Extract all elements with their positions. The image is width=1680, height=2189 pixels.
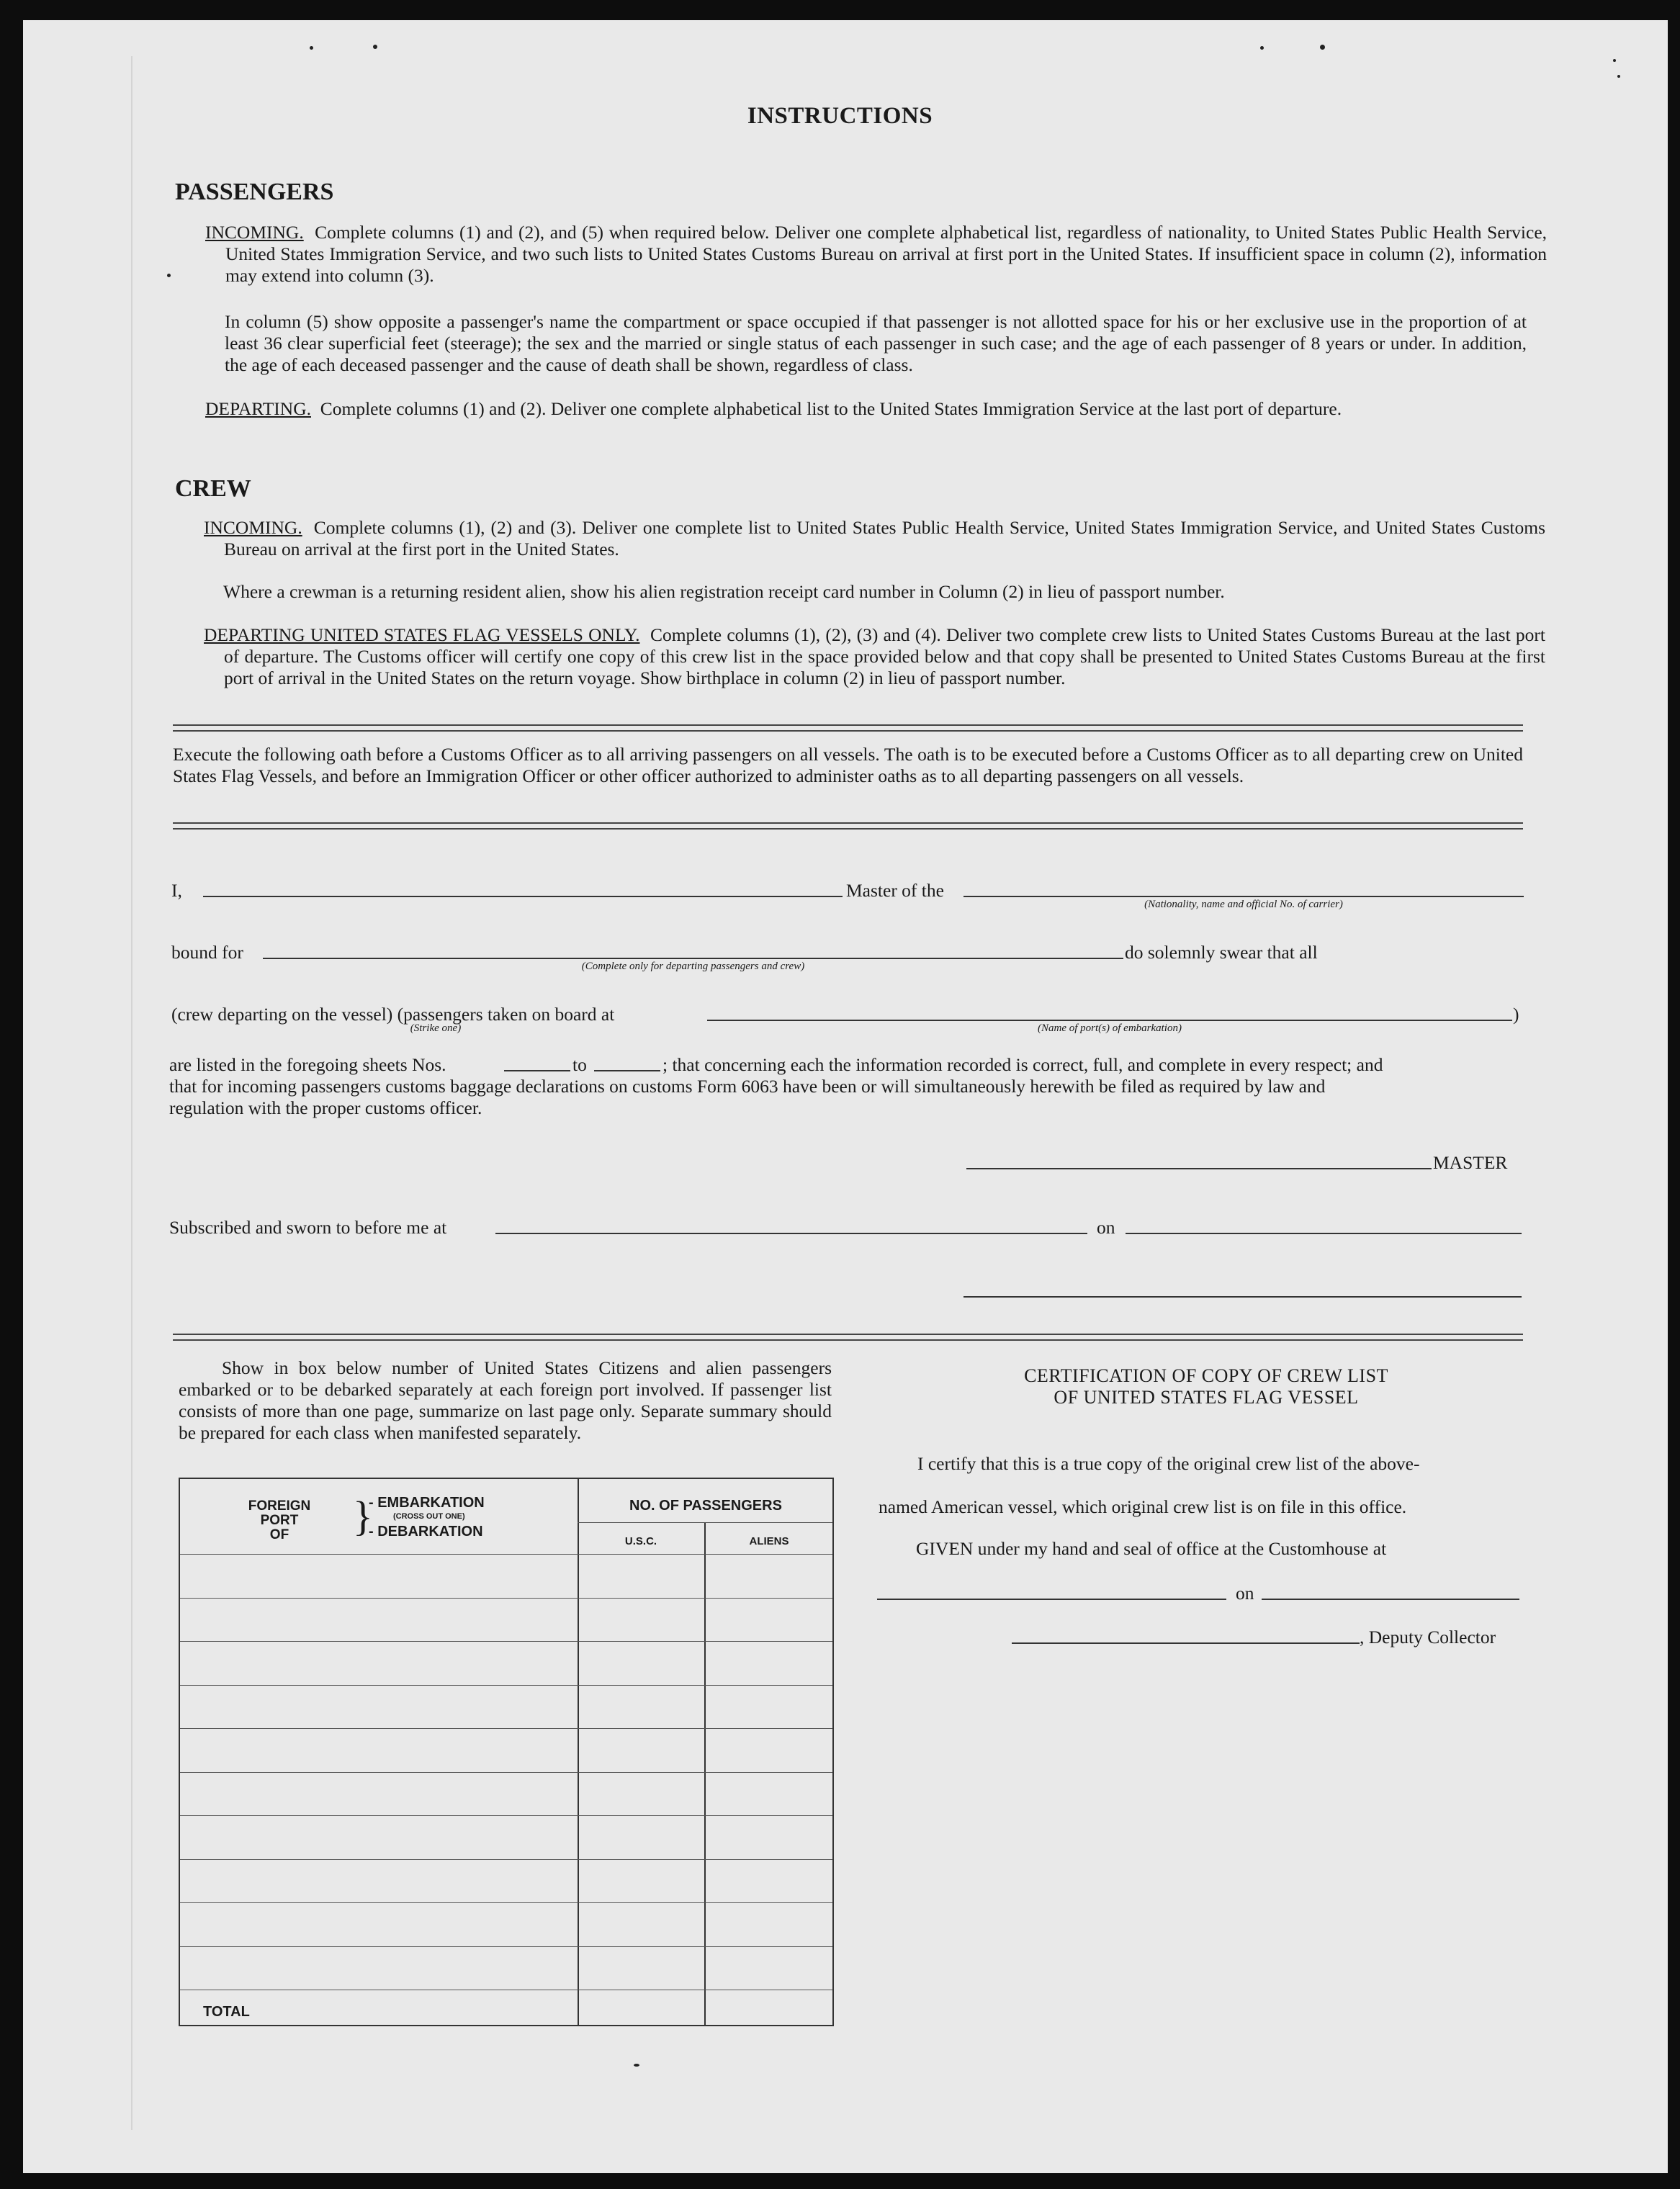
port-header-line: FOREIGN (248, 1498, 311, 1514)
scan-speck (1617, 75, 1620, 78)
crew-resident-paragraph: Where a crewman is a returning resident alien, show his alien registration receipt card number in Column (2) in lieu of passport number. (223, 581, 1225, 602)
table-row[interactable] (180, 1685, 832, 1686)
passengers-heading: PASSENGERS (175, 179, 334, 205)
crew-heading: CREW (175, 475, 251, 502)
certify-line-2: named American vessel, which original crew list is on file in this office. (879, 1496, 1407, 1517)
scan-speck (310, 46, 313, 50)
port-header-line: OF (269, 1527, 289, 1542)
certification-title (893, 1365, 1519, 1408)
table-row[interactable] (180, 1815, 832, 1816)
crew-incoming-text: Complete columns (1), (2) and (3). Deliver one complete list to United States Public Health Service, United States Immigration Service, and United States Customs Bureau on arrival at the first port in the United States. (224, 517, 1546, 559)
table-row[interactable] (180, 1772, 832, 1773)
oath-i-label: I, (171, 880, 182, 901)
scan-speck (167, 274, 171, 277)
strike-one-caption: (Strike one) (410, 1022, 462, 1034)
certification-title-line: OF UNITED STATES FLAG VESSEL (1054, 1387, 1359, 1408)
port-header-line: PORT (260, 1513, 299, 1528)
sheets-prefix: are listed in the foregoing sheets Nos. (169, 1054, 446, 1075)
certification-title-line: CERTIFICATION OF COPY OF CREW LIST (1024, 1365, 1388, 1386)
no-passengers-header: NO. OF PASSENGERS (629, 1498, 782, 1514)
master-signature-field[interactable] (966, 1168, 1432, 1169)
usc-header: U.S.C. (624, 1535, 657, 1547)
deputy-collector-label: , Deputy Collector (1360, 1627, 1496, 1648)
aliens-header: ALIENS (749, 1535, 789, 1547)
debarkation-label: - DEBARKATION (369, 1524, 483, 1540)
brace-glyph: } (353, 1493, 373, 1540)
passengers-departing-text: Complete columns (1) and (2). Deliver one complete alphabetical list to the United States Immigration Service at the last port of departure. (320, 398, 1342, 419)
port-of-embarkation-field[interactable] (707, 1020, 1512, 1021)
section-divider (173, 822, 1523, 830)
sheets-rest-1: ; that concerning each the information recorded is correct, full, and complete in every respect; and (662, 1054, 1383, 1075)
master-of-the-label: Master of the (846, 880, 944, 901)
scan-speck (1320, 45, 1325, 50)
sheet-from-field[interactable] (504, 1070, 570, 1071)
sworn-date-field[interactable] (1126, 1233, 1522, 1234)
port-caption: (Name of port(s) of embarkation) (1038, 1022, 1182, 1034)
swear-text: do solemnly swear that all (1125, 942, 1318, 963)
master-name-field[interactable] (203, 896, 843, 897)
passengers-departing-paragraph (205, 398, 1547, 420)
section-divider (173, 1334, 1523, 1341)
sworn-on-label: on (1097, 1217, 1115, 1238)
passengers-incoming-lead: INCOMING. (205, 222, 304, 243)
cross-out-label: (CROSS OUT ONE) (393, 1512, 465, 1521)
crew-incoming-paragraph (204, 517, 1545, 560)
section-divider (173, 724, 1523, 732)
sheets-to-label: to (572, 1054, 587, 1075)
bound-for-caption: (Complete only for departing passengers and crew) (581, 961, 805, 972)
scan-speck (373, 45, 377, 49)
table-row[interactable] (180, 1641, 832, 1642)
crew-incoming-lead: INCOMING. (204, 517, 302, 538)
crew-departing-text: Complete columns (1), (2), (3) and (4). Deliver two complete crew lists to United States Customs Bureau at the last port of departure. The Customs officer will certify one copy of this crew list in the space provided below and that copy shall be presented to United States Customs Bureau at the first port of arrival in the United States on the return voyage. Show birthplace in column (2) in lieu of passport number. (224, 624, 1545, 688)
bound-for-label: bound for (171, 942, 243, 963)
master-label: MASTER (1433, 1152, 1508, 1173)
officer-signature-field[interactable] (963, 1296, 1522, 1298)
passengers-incoming-text: Complete columns (1) and (2), and (5) when required below. Deliver one complete alphabetical list, regardless of nationality, to United States Public Health Service, United States Immigration Service, and two such lists to United States Customs Bureau on arrival at first port in the United States. If insufficient space in column (2), information may extend into column (3). (225, 222, 1548, 286)
scan-speck (1613, 59, 1616, 62)
table-row[interactable] (180, 1728, 832, 1729)
subscribed-text: Subscribed and sworn to before me at (169, 1217, 447, 1238)
oath-instruction: Execute the following oath before a Customs Officer as to all arriving passengers on all vessels. The oath is to be executed before a Customs Officer as to all departing crew on United States Flag Vessels, and before an Immigration Officer or other officer authorized to administer oaths as to all departing passengers on all vessels. (173, 744, 1523, 786)
table-subheader-rule (578, 1522, 832, 1523)
customhouse-field[interactable] (877, 1599, 1226, 1600)
table-row[interactable] (180, 1946, 832, 1947)
passengers-column5-paragraph: In column (5) show opposite a passenger's name the compartment or space occupied if that passenger is not allotted space for his or her exclusive use in the proportion of at least 36 clear superficial feet (steerage); the sex and the married or single status of each passenger in such case; and the age of each passenger of 8 years or under. In addition, the age of each deceased passenger and the cause of death shall be shown, regardless of class. (225, 311, 1527, 375)
port-header (229, 1499, 330, 1542)
page-title: INSTRUCTIONS (747, 103, 933, 129)
passenger-count-table (179, 1478, 834, 2026)
passengers-incoming-paragraph (205, 222, 1547, 287)
table-row[interactable] (180, 1598, 832, 1599)
sheet-to-field[interactable] (594, 1070, 660, 1071)
embarkation-label: - EMBARKATION (369, 1495, 485, 1511)
table-row[interactable] (180, 1902, 832, 1903)
crew-departing-paragraph (204, 624, 1545, 689)
carrier-field[interactable] (963, 896, 1524, 897)
certification-on-label: on (1236, 1583, 1254, 1604)
sheets-rest-2: that for incoming passengers customs baggage declarations on customs Form 6063 have been or will simultaneously herewith be filed as required by law and (169, 1076, 1326, 1097)
deputy-signature-field[interactable] (1012, 1642, 1360, 1644)
passengers-departing-lead: DEPARTING. (205, 398, 311, 419)
table-divider (578, 1479, 579, 2025)
crew-departing-lead: DEPARTING UNITED STATES FLAG VESSELS ONLY. (204, 624, 640, 645)
box-instruction: Show in box below number of United States Citizens and alien passengers embarked or to be debarked separately at each foreign port involved. If passenger list consists of more than one page, summarize on last page only. Separate summary should be prepared for each class when manifested separately. (179, 1357, 832, 1443)
scan-speck (1260, 46, 1264, 50)
bound-for-field[interactable] (263, 958, 1123, 959)
total-label: TOTAL (203, 2004, 250, 2020)
close-paren: ) (1513, 1004, 1519, 1025)
given-line: GIVEN under my hand and seal of office at the Customhouse at (916, 1538, 1387, 1559)
certify-line-1: I certify that this is a true copy of the original crew list of the above- (917, 1453, 1420, 1474)
table-header-rule (180, 1554, 832, 1555)
carrier-caption: (Nationality, name and official No. of carrier) (1144, 899, 1343, 910)
sworn-place-field[interactable] (495, 1233, 1087, 1234)
table-row[interactable] (180, 1859, 832, 1860)
scan-speck (634, 2064, 639, 2067)
sheets-rest-3: regulation with the proper customs officer. (169, 1097, 482, 1118)
crew-departing-text: (crew departing on the vessel) (passengers taken on board at (171, 1004, 615, 1025)
certification-date-field[interactable] (1262, 1599, 1519, 1600)
